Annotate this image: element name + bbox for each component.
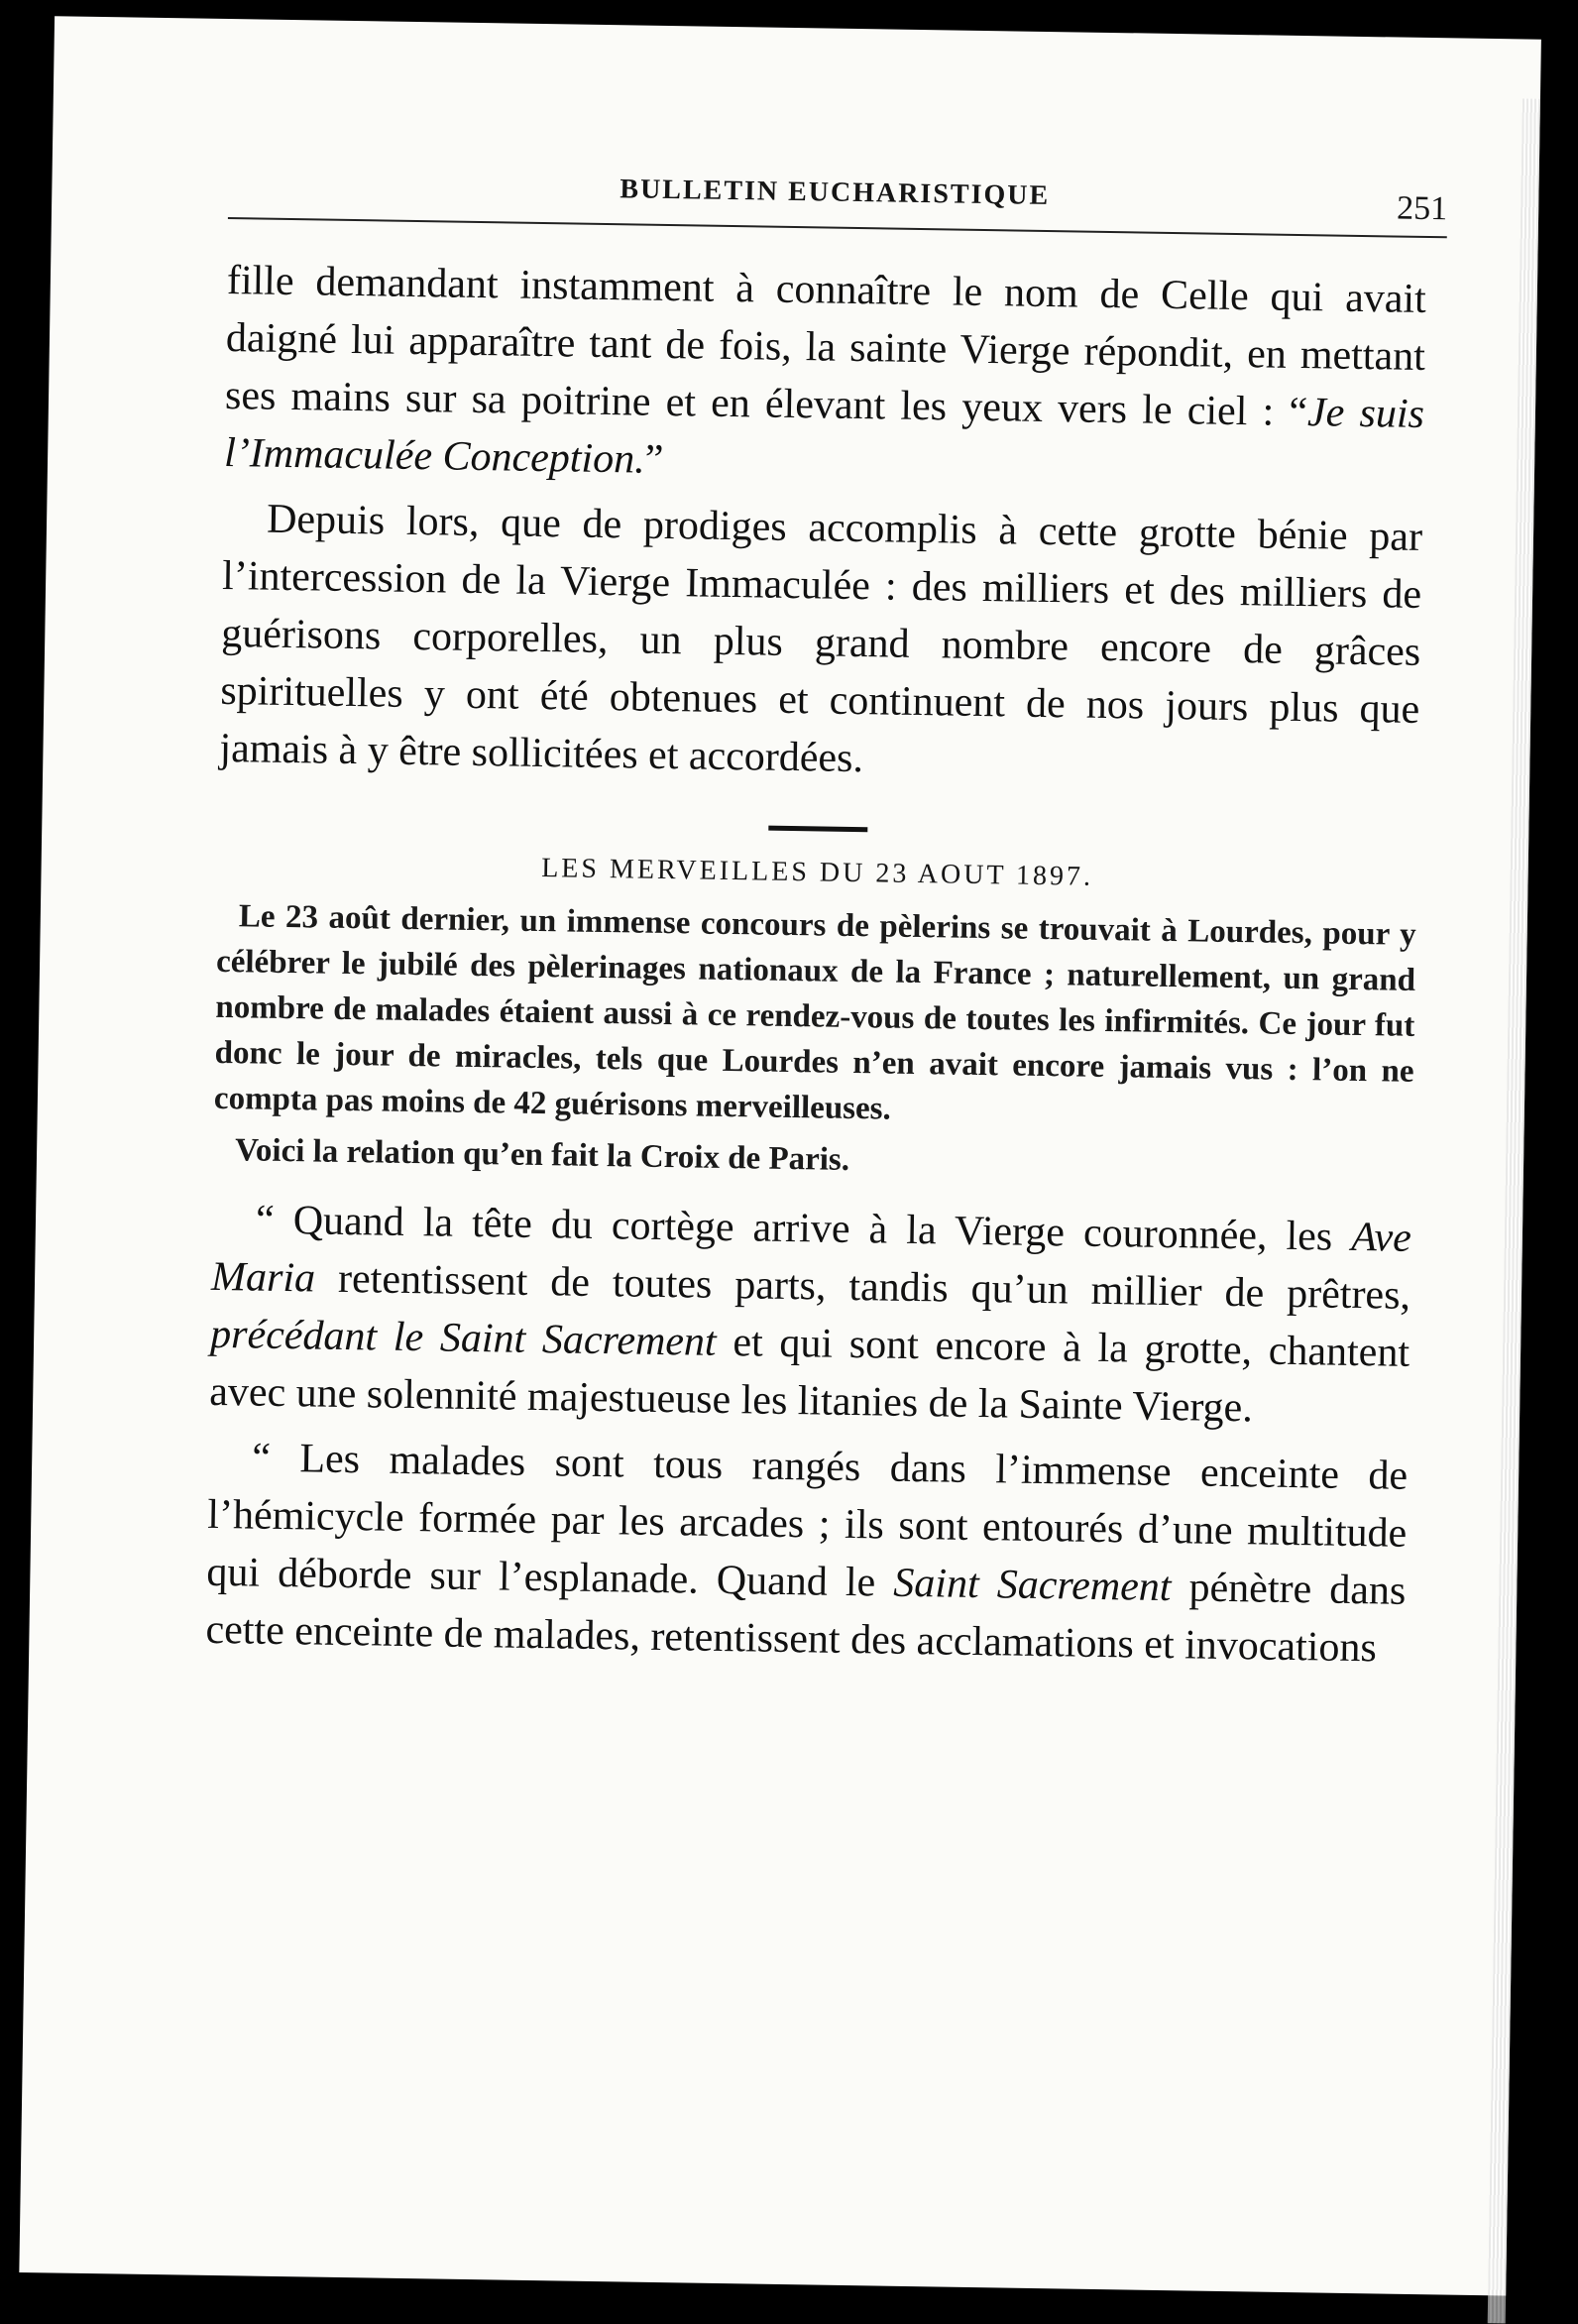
page-header (228, 168, 1448, 246)
paragraph-3: Le 23 août dernier, un immense concours de pèlerins se trouvait à Lourdes, pour y célébrer le jubilé des pèlerinages nationaux de la France ; naturellement, un grand nombre de malades étaient aussi à ce rendez-vous de toutes les infirmités. Ce jour fut donc le jour de miracles, tels que Lourdes n’en avait encore jamais vus : l’on ne compta pas moins de 42 guérisons merveilleuses. (213, 898, 1416, 1127)
section-separator (768, 826, 867, 833)
page-number: 251 (1396, 189, 1448, 228)
running-title: BULLETIN EUCHARISTIQUE (620, 174, 1051, 212)
paragraph-5: “ Quand la tête du cortège arrive à la Vierge couronnée, les Ave Maria retentissent de toutes parts, tandis qu’un millier de prêtres, précédant le Saint Sacrement et qui sont encore à la grotte, chantent avec une solennité majestueuse les litanies de la Sainte Vierge. (208, 1197, 1412, 1432)
paragraph-4: Voici la relation qu’en fait la Croix de Paris. (234, 1132, 850, 1178)
paragraph-2: Depuis lors, que de prodiges accomplis à cette grotte bénie par l’intercession de la Vierge Immaculée : des milliers et des milliers de guérisons corporelles, un plus grand nombre encore de grâces spirituelles y ont été obtenues et continuent de nos jours plus que jamais à y être sollicitées et accordées. (219, 496, 1423, 782)
header-rule (228, 217, 1447, 238)
page-edge (1488, 98, 1540, 2323)
italic-saint-sacrement-1: précédant le Saint Sacrement (209, 1311, 718, 1365)
section-title: LES MERVEILLES DU 23 AOUT 1897. (540, 853, 1094, 892)
italic-quote: Je suis l’Immaculée Conception. (223, 390, 1425, 483)
paragraph-6: “ Les malades sont tous rangés dans l’immense enceinte de l’hémicycle formée par les arcades ; ils sont entourés d’une multitude qui déborde sur l’esplanade. Quand le Saint Sacrement pénètre dans cette enceinte de malades, retentissent des acclamations et invocations (205, 1435, 1409, 1672)
italic-saint-sacrement-2: Saint Sacrement (893, 1560, 1172, 1611)
book-page (19, 16, 1541, 2295)
italic-ave-maria: Ave Maria (210, 1214, 1412, 1302)
body-text (205, 252, 1426, 1678)
paragraph-1: fille demandant instamment à connaître le nom de Celle qui avait daigné lui apparaître tant de fois, la sainte Vierge répondit, en mettant ses mains sur sa poitrine et en élevant les yeux vers le ciel : “Je suis l’Immaculée Conception.” (223, 257, 1427, 483)
